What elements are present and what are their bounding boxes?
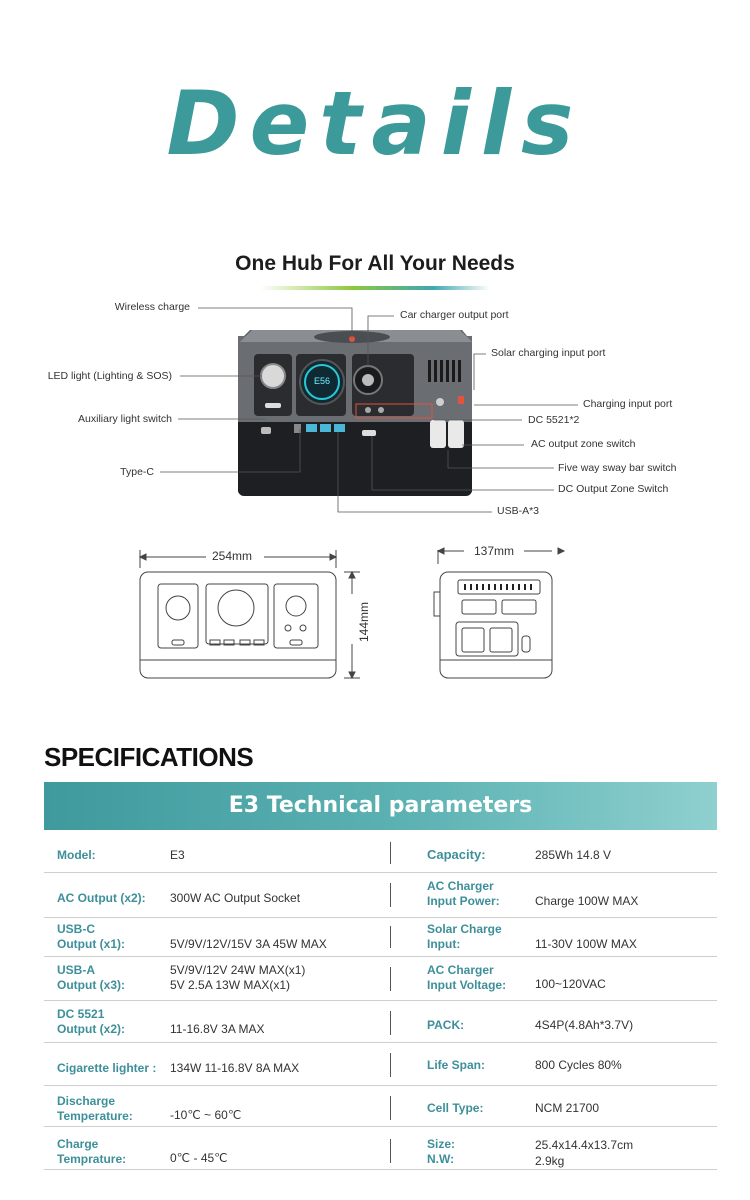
spec-row (44, 1127, 717, 1170)
spec-label: Cigarette lighter : (57, 1061, 157, 1075)
spec-label: Solar Charge Input: (427, 922, 502, 951)
spec-value: 5V/9V/12V/15V 3A 45W MAX (170, 937, 327, 951)
spec-value: 285Wh 14.8 V (535, 848, 612, 862)
callout-dc5521: DC 5521*2 (528, 414, 580, 426)
spec-label: AC Charger Input Voltage: (427, 963, 507, 992)
column-divider (390, 1139, 391, 1163)
spec-row (44, 834, 717, 873)
callout-aux-light-switch: Auxiliary light switch (78, 413, 172, 425)
spec-label: AC Output (x2): (57, 891, 146, 905)
spec-label: Model: (57, 848, 96, 862)
spec-value: 25.4x14.4x13.7cm 2.9kg (535, 1138, 634, 1168)
column-divider (390, 967, 391, 991)
column-divider (390, 1053, 391, 1077)
spec-label: PACK: (427, 1018, 465, 1032)
callout-wireless-charge: Wireless charge (114, 301, 190, 313)
callout-sway-switch: Five way sway bar switch (558, 462, 677, 474)
callout-ac-zone-switch: AC output zone switch (531, 438, 636, 450)
dimension-height: 144mm (357, 601, 372, 643)
spec-row (44, 918, 717, 957)
subtitle-underline (260, 286, 490, 290)
spec-value: 0℃ - 45℃ (170, 1151, 228, 1165)
spec-table (44, 834, 717, 1170)
spec-label: Capacity: (427, 847, 486, 862)
spec-value: 11-30V 100W MAX (535, 937, 637, 951)
spec-label: DC 5521 Output (x2): (57, 1007, 125, 1036)
spec-value: Charge 100W MAX (535, 894, 639, 908)
callout-led-light: LED light (Lighting & SOS) (47, 370, 172, 382)
spec-value: E3 (170, 848, 185, 862)
spec-label: Life Span: (427, 1058, 486, 1072)
column-divider (390, 1011, 391, 1035)
spec-value: 300W AC Output Socket (170, 891, 301, 905)
spec-row (44, 957, 717, 1001)
spec-value: NCM 21700 (535, 1101, 600, 1115)
spec-label: Cell Type: (427, 1101, 484, 1115)
specifications-heading: SPECIFICATIONS (44, 742, 254, 772)
spec-label: Discharge Temperature: (57, 1094, 133, 1123)
power-station-illustration (238, 330, 472, 496)
callout-car-charger: Car charger output port (400, 309, 509, 321)
section-subtitle: One Hub For All Your Needs (235, 252, 515, 275)
dimension-depth: 137mm (474, 544, 515, 558)
spec-value: 11-16.8V 3A MAX (170, 1022, 265, 1036)
spec-value: 4S4P(4.8Ah*3.7V) (535, 1018, 634, 1032)
spec-table-banner: E3 Technical parameters (44, 782, 717, 830)
spec-row (44, 1001, 717, 1043)
display-readout: E56 (313, 376, 331, 386)
dimension-drawings (0, 540, 750, 690)
spec-label: Charge Temprature: (57, 1137, 127, 1166)
spec-value: 800 Cycles 80% (535, 1058, 622, 1072)
spec-row (44, 1043, 717, 1086)
column-divider (390, 926, 391, 948)
spec-label: AC Charger Input Power: (427, 879, 500, 908)
callout-dc-zone-switch: DC Output Zone Switch (558, 483, 669, 495)
column-divider (390, 1096, 391, 1120)
callout-usb-a: USB-A*3 (497, 505, 540, 517)
dimension-width: 254mm (212, 549, 253, 563)
spec-value: -10℃ ~ 60℃ (170, 1108, 242, 1122)
spec-value: 134W 11-16.8V 8A MAX (170, 1061, 300, 1075)
spec-value: 100~120VAC (535, 977, 606, 991)
spec-value: 5V/9V/12V 24W MAX(x1) 5V 2.5A 13W MAX(x1) (170, 963, 306, 992)
spec-row (44, 1086, 717, 1127)
column-divider (390, 842, 391, 864)
page-title: Details (166, 72, 584, 175)
callout-charging-input: Charging input port (583, 398, 673, 410)
spec-label: USB-A Output (x3): (57, 963, 125, 992)
spec-label: USB-C Output (x1): (57, 922, 125, 951)
spec-label: Size: N.W: (427, 1137, 456, 1166)
spec-row (44, 873, 717, 918)
callout-type-c: Type-C (120, 466, 154, 478)
column-divider (390, 883, 391, 907)
callout-solar-input: Solar charging input port (491, 347, 606, 359)
